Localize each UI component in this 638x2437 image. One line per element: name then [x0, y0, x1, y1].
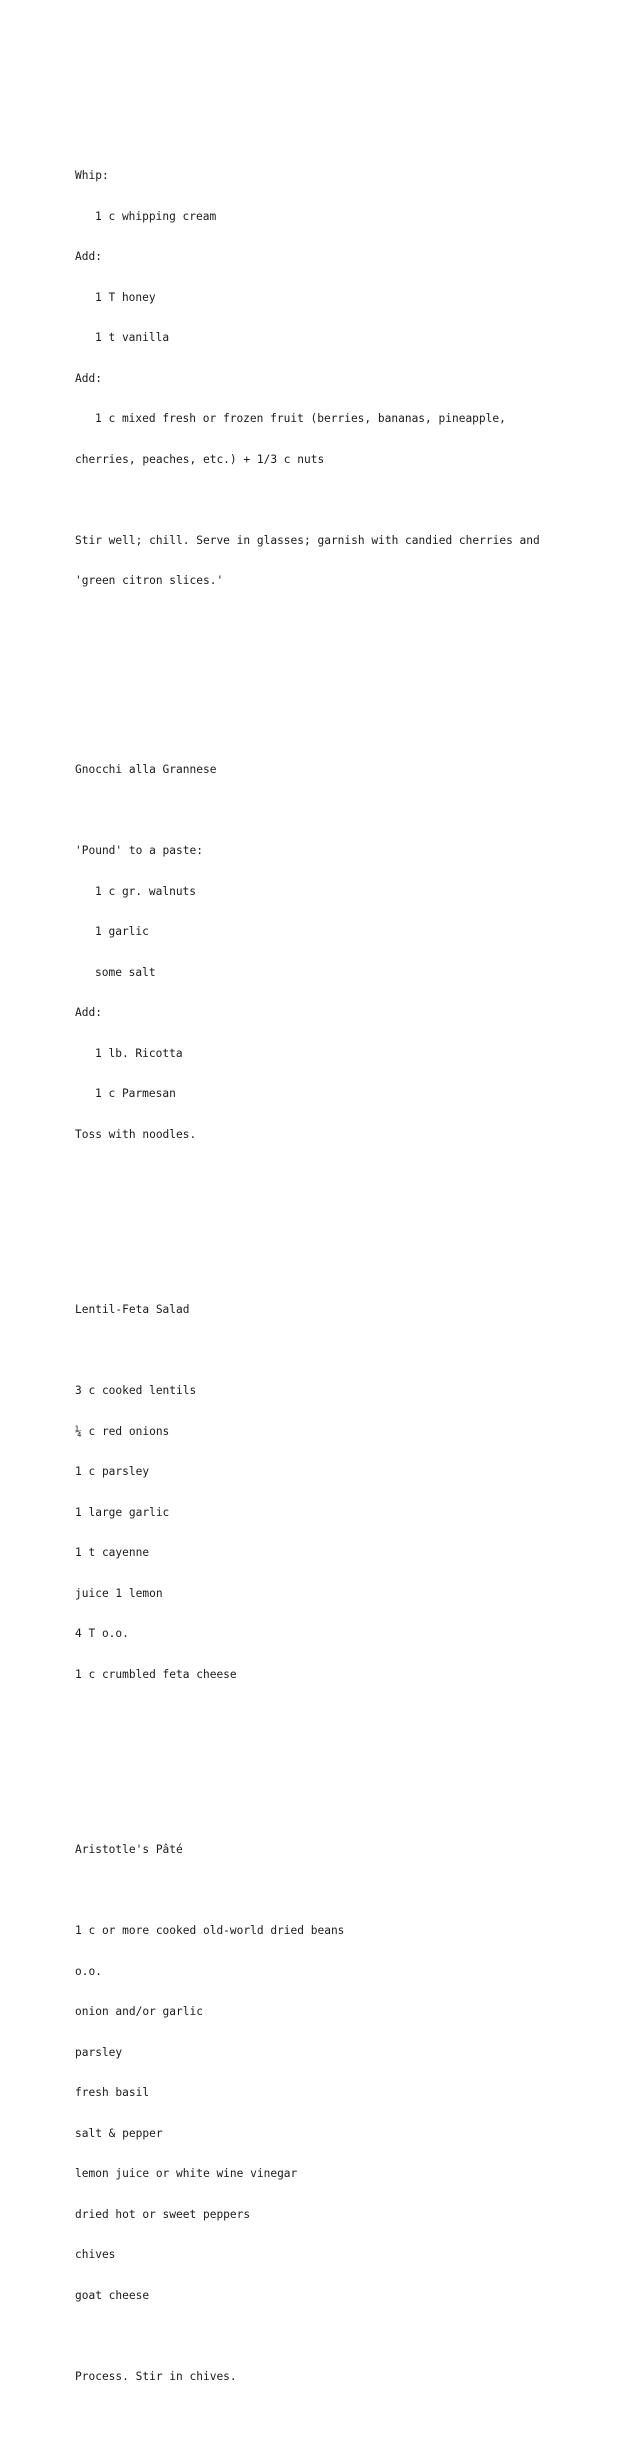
- ingredient-line: chives: [75, 2248, 116, 2261]
- ingredient-line: 1 c or more cooked old-world dried beans: [75, 1924, 345, 1937]
- instruction-line: Process. Stir in chives.: [75, 2369, 237, 2383]
- ingredient-line: 1 t vanilla: [95, 331, 170, 344]
- step-label: Add:: [75, 1006, 102, 1019]
- ingredient-line: 1 garlic: [95, 925, 149, 938]
- recipe-whipped-fruit: [75, 142, 615, 615]
- recipe-aristotles-pate: [75, 1816, 615, 2410]
- document-page: [75, 88, 615, 2437]
- recipe-title: Gnocchi alla Grannese: [75, 763, 217, 776]
- ingredient-line: 1 lb. Ricotta: [95, 1046, 183, 1060]
- ingredient-line: juice 1 lemon: [75, 1586, 163, 1600]
- recipe-lentil-feta-salad: [75, 1276, 615, 1708]
- ingredient-line: onion and/or garlic: [75, 2005, 203, 2018]
- ingredient-line: 1 c crumbled feta cheese: [75, 1667, 237, 1681]
- ingredient-line: o.o.: [75, 1964, 102, 1978]
- ingredient-line: 4 T o.o.: [75, 1627, 129, 1640]
- step-label: Add:: [75, 250, 102, 263]
- instruction-line: 'green citron slices.': [75, 574, 224, 587]
- ingredient-line: goat cheese: [75, 2288, 150, 2302]
- ingredient-line: 1 c parsley: [75, 1465, 150, 1478]
- recipe-title: Aristotle's Pâté: [75, 1843, 183, 1856]
- ingredient-line: ¼ c red onions: [75, 1424, 170, 1438]
- ingredient-line: 1 c whipping cream: [95, 209, 217, 223]
- ingredient-line: some salt: [95, 965, 156, 979]
- ingredient-line: 1 c mixed fresh or frozen fruit (berries, bananas, pineapple,: [95, 412, 506, 425]
- recipe-gnocchi: [75, 736, 615, 1168]
- ingredient-line: 1 c gr. walnuts: [95, 884, 197, 898]
- instruction-line: Toss with noodles.: [75, 1127, 197, 1141]
- ingredient-line: fresh basil: [75, 2086, 150, 2099]
- ingredient-line-continued: cherries, peaches, etc.) + 1/3 c nuts: [75, 452, 325, 466]
- step-label: Whip:: [75, 169, 109, 182]
- ingredient-line: 3 c cooked lentils: [75, 1384, 197, 1397]
- ingredient-line: dried hot or sweet peppers: [75, 2207, 251, 2221]
- ingredient-line: 1 T honey: [95, 290, 156, 304]
- ingredient-line: lemon juice or white wine vinegar: [75, 2167, 298, 2180]
- ingredient-line: parsley: [75, 2045, 123, 2059]
- instruction-line: Stir well; chill. Serve in glasses; garnish with candied cherries and: [75, 533, 540, 547]
- ingredient-line: 1 large garlic: [75, 1505, 170, 1519]
- ingredient-line: salt & pepper: [75, 2126, 163, 2140]
- ingredient-line: 1 c Parmesan: [95, 1087, 176, 1100]
- step-label: 'Pound' to a paste:: [75, 844, 203, 857]
- ingredient-line: 1 t cayenne: [75, 1546, 150, 1559]
- step-label: Add:: [75, 371, 102, 385]
- recipe-title: Lentil-Feta Salad: [75, 1303, 190, 1316]
